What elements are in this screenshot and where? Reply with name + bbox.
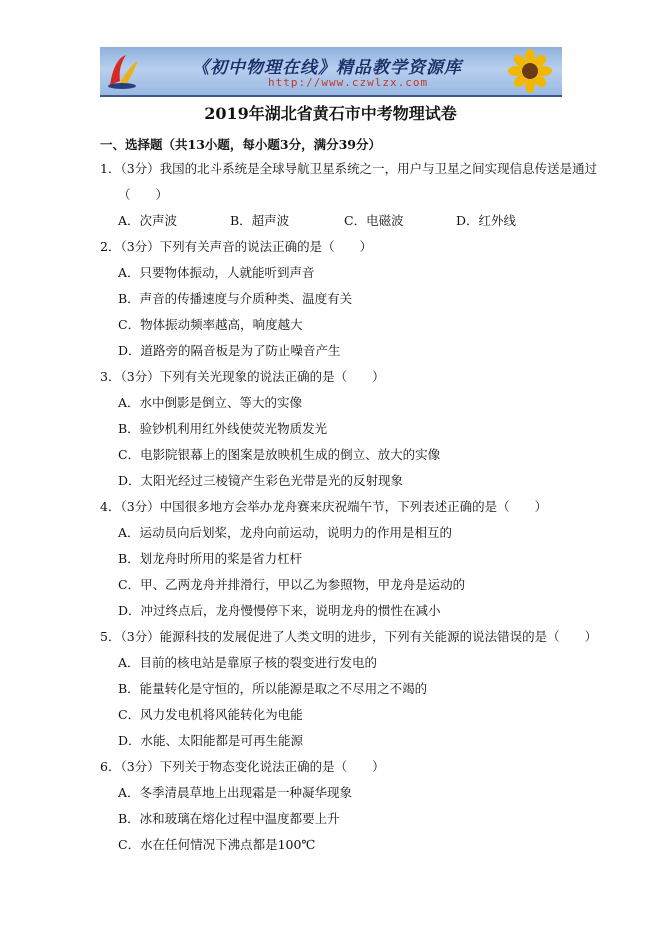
question-5-stem: 5．（3分）能源科技的发展促进了人类文明的进步，下列有关能源的说法错误的是（ ） xyxy=(100,629,598,644)
banner-url: http://www.czwlzx.com xyxy=(268,76,429,89)
question-6-option-b: B．冰和玻璃在熔化过程中温度都要上升 xyxy=(118,811,340,826)
sunflower-icon xyxy=(500,49,556,93)
question-4-option-c: C．甲、乙两龙舟并排滑行，甲以乙为参照物，甲龙舟是运动的 xyxy=(118,577,466,592)
question-2-option-d: D．道路旁的隔音板是为了防止噪音产生 xyxy=(118,343,341,358)
question-5-option-b: B．能量转化是守恒的，所以能源是取之不尽用之不竭的 xyxy=(118,681,428,696)
question-4-option-b: B．划龙舟时所用的桨是省力杠杆 xyxy=(118,551,303,566)
question-1-stem-cont: （ ） xyxy=(118,187,169,202)
question-6-option-c: C．水在任何情况下沸点都是100℃ xyxy=(118,837,316,852)
banner-tagline: 《初中物理在线》精品教学资源库 xyxy=(192,58,462,78)
header-rule xyxy=(100,96,562,97)
question-3-option-b: B．验钞机利用红外线使荧光物质发光 xyxy=(118,421,328,436)
question-6-stem: 6．（3分）下列关于物态变化说法正确的是（ ） xyxy=(100,759,385,774)
question-3-option-c: C．电影院银幕上的图案是放映机生成的倒立、放大的实像 xyxy=(118,447,441,462)
question-3-stem: 3．（3分）下列有关光现象的说法正确的是（ ） xyxy=(100,369,385,384)
logo-icon xyxy=(104,51,142,91)
question-2-option-c: C．物体振动频率越高，响度越大 xyxy=(118,317,303,332)
question-1-option-c: C．电磁波 xyxy=(344,213,404,228)
page-title: 2019年湖北省黄石市中考物理试卷 xyxy=(204,104,457,123)
question-1-option-b: B．超声波 xyxy=(230,213,290,228)
question-2-option-a: A．只要物体振动，人就能听到声音 xyxy=(118,265,315,280)
question-5-option-c: C．风力发电机将风能转化为电能 xyxy=(118,707,303,722)
section-heading: 一、选择题（共13小题，每小题3分，满分39分） xyxy=(100,137,381,152)
question-5-option-a: A．目前的核电站是靠原子核的裂变进行发电的 xyxy=(118,655,378,670)
question-1-option-a: A．次声波 xyxy=(118,213,178,228)
question-6-option-a: A．冬季清晨草地上出现霜是一种凝华现象 xyxy=(118,785,353,800)
header-banner xyxy=(100,47,562,97)
question-2-stem: 2．（3分）下列有关声音的说法正确的是（ ） xyxy=(100,239,373,254)
question-4-option-d: D．冲过终点后，龙舟慢慢停下来，说明龙舟的惯性在减小 xyxy=(118,603,441,618)
question-4-stem: 4．（3分）中国很多地方会举办龙舟赛来庆祝端午节，下列表述正确的是（ ） xyxy=(100,499,548,514)
question-1-option-d: D．红外线 xyxy=(456,213,517,228)
question-3-option-d: D．太阳光经过三棱镜产生彩色光带是光的反射现象 xyxy=(118,473,404,488)
question-2-option-b: B．声音的传播速度与介质种类、温度有关 xyxy=(118,291,353,306)
question-4-option-a: A．运动员向后划桨，龙舟向前运动，说明力的作用是相互的 xyxy=(118,525,453,540)
question-3-option-a: A．水中倒影是倒立、等大的实像 xyxy=(118,395,303,410)
question-1-stem: 1．（3分）我国的北斗系统是全球导航卫星系统之一，用户与卫星之间实现信息传送是通过 xyxy=(100,161,598,176)
question-5-option-d: D．水能、太阳能都是可再生能源 xyxy=(118,733,304,748)
